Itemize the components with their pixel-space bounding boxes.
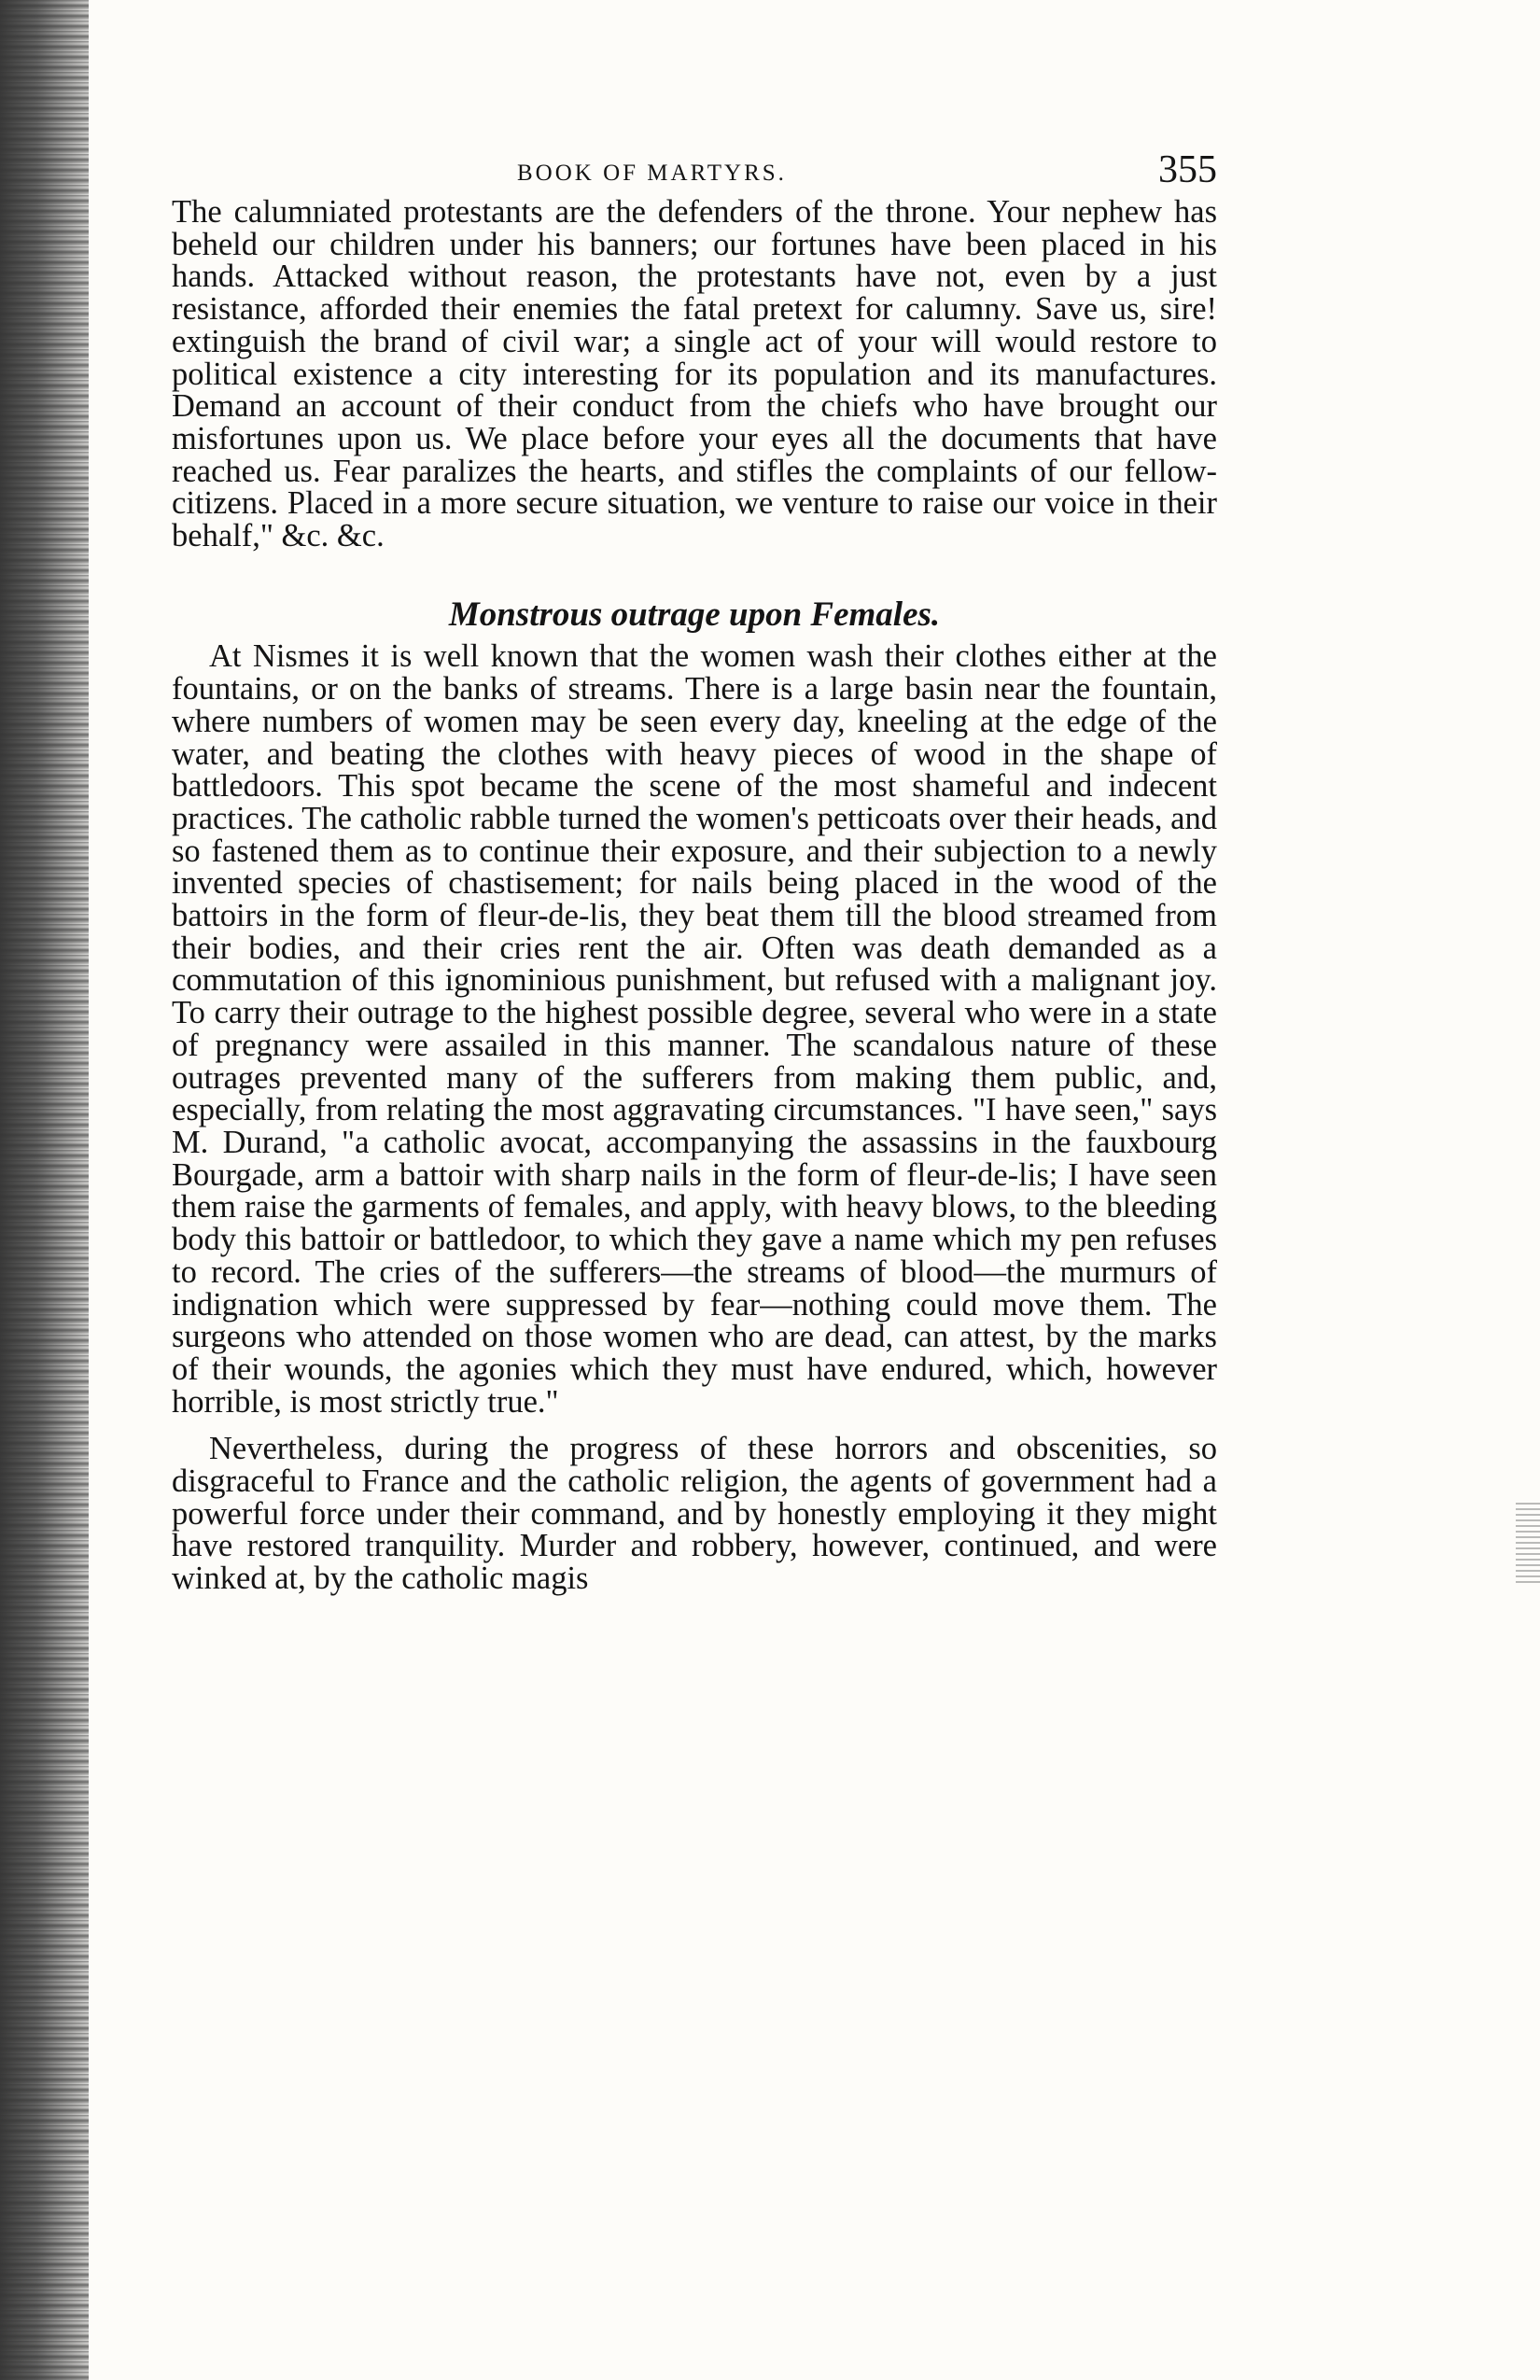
paragraph-petition-end: The calumniated protestants are the defenders of the throne. Your nephew has beheld our children under his banners; our fortunes have been placed in his hands. Attacked without reason, the protestants have not, even by a just resistance, afforded their enemies the fatal pretext for calumny. Save us, sire! extinguish the brand of civil war; a single act of your will would restore to political existence a city interesting for its population and its manufactures. Demand an account of their conduct from the chiefs who have brought our misfortunes upon us. We place before your eyes all the documents that have reached us. Fear paralizes the hearts, and stifles the complaints of our fellow-citizens. Placed in a more secure situation, we venture to raise our voice in their behalf," &c. &c. xyxy=(172,194,1217,554)
running-title: BOOK OF MARTYRS. xyxy=(517,161,787,186)
paragraph-nevertheless: Nevertheless, during the progress of these horrors and obscenities, so disgraceful to France and the catholic religion, the agents of government had a powerful force under their command, and by honestly employing it they might have restored tranquility. Murder and robbery, however, continued, and were winked at, by the catholic magis xyxy=(172,1431,1217,1597)
page-body xyxy=(172,196,1217,1595)
section-heading: Monstrous outrage upon Females. xyxy=(448,595,941,634)
page-number: 355 xyxy=(1158,148,1217,191)
book-binding-edge xyxy=(0,0,89,2380)
paragraph-outrage: At Nismes it is well known that the women wash their clothes either at the fountains, or on the banks of streams. There is a large basin near the fountain, where numbers of women may be seen every day, kneeling at the edge of the water, and beating the clothes with heavy pieces of wood in the shape of battledoors. This spot became the scene of the most shameful and indecent practices. The catholic rabble turned the women's petticoats over their heads, and so fastened them as to continue their exposure, and their subjection to a newly invented species of chastisement; for nails being placed in the wood of the battoirs in the form of fleur-de-lis, they beat them till the blood streamed from their bodies, and their cries rent the air. Often was death demanded as a commutation of this ignominious punishment, but refused with a malignant joy. To carry their outrage to the highest possible degree, several who were in a state of pregnancy were assailed in this manner. The scandalous nature of these outrages prevented many of the sufferers from making them public, and, especially, from relating the most aggravating circumstances. "I have seen," says M. Durand, "a catholic avocat, accompanying the assassins in the fauxbourg Bourgade, arm a battoir with sharp nails in the form of fleur-de-lis; I have seen them raise the garments of females, and apply, with heavy blows, to the bleeding body this battoir or battledoor, to which they gave a name which my pen refuses to record. The cries of the sufferers—the streams of blood—the murmurs of indignation which were suppressed by fear—nothing could move them. The surgeons who attended on those women who are dead, can attest, by the marks of their wounds, the agonies which they must have endured, which, however horrible, is most strictly true." xyxy=(172,638,1217,1420)
margin-smudge xyxy=(1516,1503,1540,1587)
